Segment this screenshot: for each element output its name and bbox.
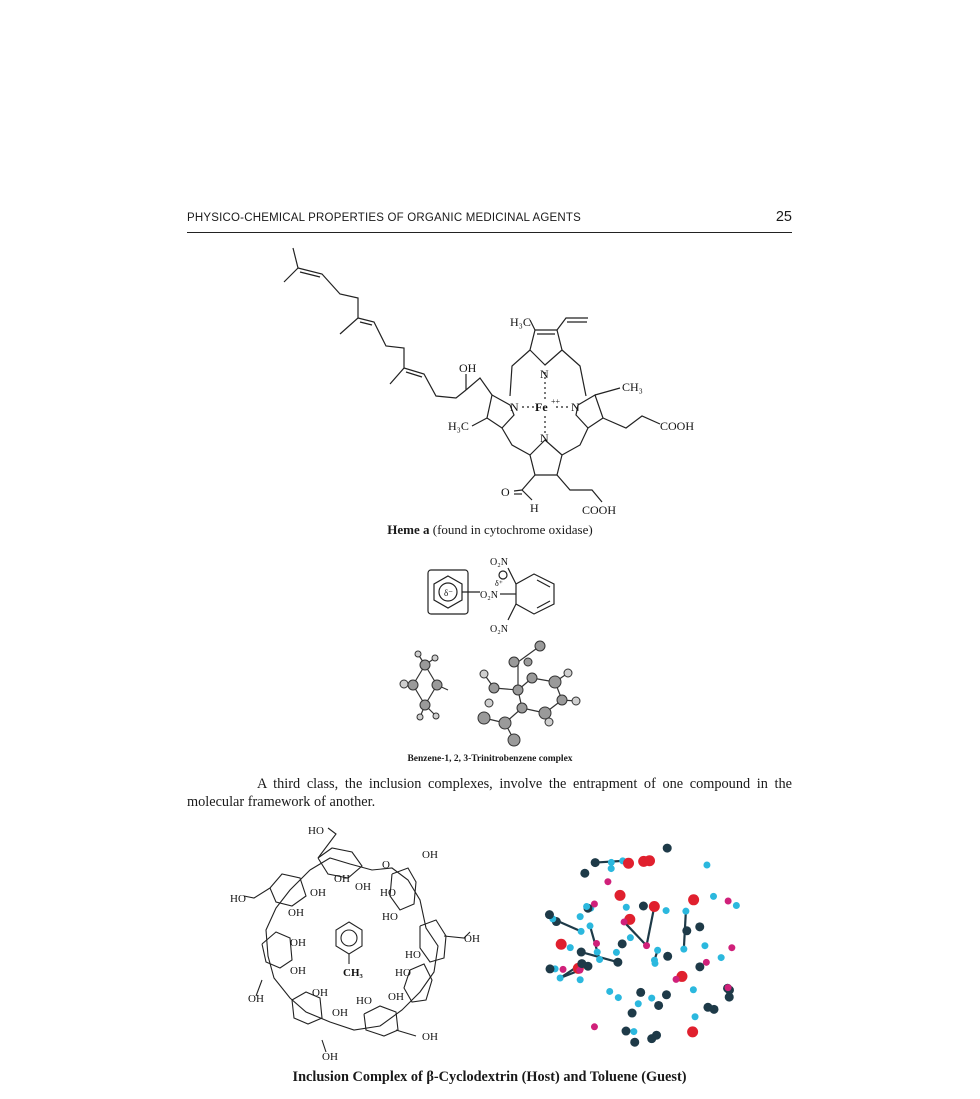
model-atom (718, 954, 725, 961)
cd-label-ho-5: HO (405, 949, 421, 961)
model-atom (733, 902, 740, 909)
model-atom (630, 1028, 637, 1035)
model-atom (608, 865, 615, 872)
label-delta-minus: δ⁻ (444, 588, 453, 598)
tnb-complex-structure (420, 548, 570, 638)
heme-a-structure (270, 240, 710, 520)
model-atom (725, 984, 732, 991)
label-fe-charge: ++ (551, 397, 561, 406)
tnb-caption: Benzene-1, 2, 3-Trinitrobenzene complex (407, 754, 573, 764)
label-h3c-left: H₃C (448, 419, 469, 433)
model-atom (613, 949, 620, 956)
model-atom (591, 858, 600, 867)
cd-label-ho-3: HO (230, 893, 246, 905)
label-n-right: N (571, 400, 580, 414)
model-atom (703, 862, 710, 869)
model-atom (725, 898, 732, 905)
model-atom (690, 986, 697, 993)
model-atom (630, 1038, 639, 1047)
model-atom (695, 922, 704, 931)
model-atom (635, 1000, 642, 1007)
label-o2n-mid: O₂N (480, 590, 498, 601)
model-atom (692, 1013, 699, 1020)
cd-label-oh-7: OH (290, 937, 306, 949)
model-atom (710, 1005, 719, 1014)
model-atom (615, 994, 622, 1001)
model-atom (682, 926, 691, 935)
model-atom (577, 976, 584, 983)
cd-label-oh-5: OH (288, 907, 304, 919)
model-atom (556, 939, 567, 950)
model-atom (613, 958, 622, 967)
label-delta-plus: δ⁺ (495, 579, 503, 588)
cd-label-oh-6: OH (464, 933, 480, 945)
model-atom (688, 894, 699, 905)
cd-label-ho-7: HO (356, 995, 372, 1007)
model-atom (622, 1027, 631, 1036)
model-atom (618, 939, 627, 948)
model-atom (695, 962, 704, 971)
model-atom (663, 952, 672, 961)
heme-caption-rest: (found in cytochrome oxidase) (429, 522, 593, 537)
model-atom (636, 988, 645, 997)
model-atom (615, 890, 626, 901)
cd-label-ho-1: HO (308, 825, 324, 837)
model-bond (624, 922, 646, 946)
ball-atoms (400, 641, 580, 746)
model-atom (621, 918, 628, 925)
ball-and-stick-models (395, 638, 595, 750)
model-atom (567, 944, 574, 951)
label-cooh-bottom: COOH (582, 503, 617, 517)
running-title: PHYSICO-CHEMICAL PROPERTIES OF ORGANIC MEDICINAL AGENTS (187, 212, 581, 224)
model-atom (725, 993, 734, 1002)
cd-label-ch3: CH₃ (343, 967, 363, 979)
model-atom (545, 964, 554, 973)
cd-label-ho-2: HO (380, 887, 396, 899)
model-atom (682, 908, 689, 915)
body-paragraph-text: A third class, the inclusion complexes, involve the entrapment of one compound in the molecular framework of another. (187, 776, 792, 810)
header-rule (187, 232, 792, 233)
cd-label-oh-1: OH (422, 849, 438, 861)
model-atom (639, 902, 648, 911)
label-h: H (530, 501, 539, 515)
cd-label-o: O (382, 859, 390, 871)
cyclodextrin-caption: Inclusion Complex of β-Cyclodextrin (Host) and Toluene (Guest) (292, 1069, 687, 1085)
model-atom (577, 913, 584, 920)
model-atom (628, 1009, 637, 1018)
label-n-bottom: N (540, 431, 549, 445)
model-atom (580, 869, 589, 878)
model-atom (578, 928, 585, 935)
model-atom (648, 995, 655, 1002)
cd-label-oh-11: OH (388, 991, 404, 1003)
cd-label-oh-3: OH (355, 881, 371, 893)
model-atom (638, 856, 649, 867)
model-atom (710, 893, 717, 900)
model-atom (587, 922, 594, 929)
model-atom (627, 934, 634, 941)
heme-caption (300, 522, 680, 538)
cd-label-ho-4: HO (382, 911, 398, 923)
model-atom (662, 990, 671, 999)
model-atom (687, 1026, 698, 1037)
model-atom (604, 878, 611, 885)
body-paragraph (187, 775, 792, 811)
model-atom (649, 901, 660, 912)
cd-label-oh-13: OH (422, 1031, 438, 1043)
label-fe: Fe (535, 400, 548, 414)
cd-label-oh-10: OH (312, 987, 328, 999)
model-atom (557, 975, 564, 982)
label-ch3: CH₃ (622, 380, 643, 394)
label-n-left: N (510, 400, 519, 414)
cd-label-oh-2: OH (334, 873, 350, 885)
model-atom (728, 944, 735, 951)
model-atom (606, 988, 613, 995)
label-cooh-right: COOH (660, 419, 695, 433)
model-atom (652, 1031, 661, 1040)
model-atom (654, 947, 661, 954)
model-atom (593, 940, 600, 947)
model-atom (663, 907, 670, 914)
cd-label-oh-12: OH (332, 1007, 348, 1019)
model-atom (545, 910, 554, 919)
model-atom (673, 976, 680, 983)
cd-label-ho-6: HO (395, 967, 411, 979)
label-o: O (501, 485, 510, 499)
heme-caption-bold: Heme a (387, 522, 430, 537)
model-atom (643, 942, 650, 949)
label-h3c-top: H₃C (510, 315, 531, 329)
label-o2n-bottom: O₂N (490, 624, 508, 635)
model-atom (560, 966, 567, 973)
model-atom (623, 904, 630, 911)
model-atom (701, 942, 708, 949)
model-atom (680, 946, 687, 953)
model-atom (654, 1001, 663, 1010)
model-atom (577, 948, 586, 957)
model-atom (663, 844, 672, 853)
model-atoms (545, 844, 740, 1047)
page-number: 25 (775, 209, 792, 225)
model-atom (583, 962, 592, 971)
label-oh: OH (459, 361, 477, 375)
cd-label-oh-14: OH (322, 1051, 338, 1063)
cyclodextrin-3d-model (535, 828, 755, 1058)
model-atom (703, 959, 710, 966)
cd-label-oh-8: OH (290, 965, 306, 977)
cd-label-oh-4: OH (310, 887, 326, 899)
label-o2n-top: O₂N (490, 557, 508, 568)
model-atom (591, 1023, 598, 1030)
model-atom (583, 903, 590, 910)
model-atom (651, 957, 658, 964)
model-bond (647, 907, 655, 946)
cyclodextrin-structure (225, 818, 525, 1068)
label-n-top: N (540, 367, 549, 381)
cd-label-oh-9: OH (248, 993, 264, 1005)
model-atom (623, 858, 634, 869)
model-atom (608, 859, 615, 866)
model-atom (594, 949, 601, 956)
model-atom (596, 956, 603, 963)
